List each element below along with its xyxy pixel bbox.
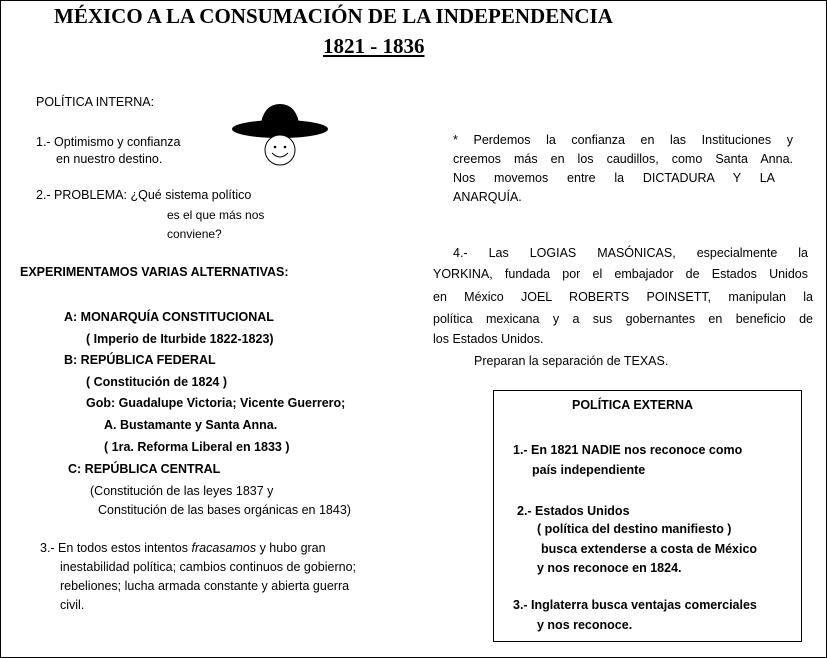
item3-line2: inestabilidad política; cambios continuos de gobierno; (60, 560, 357, 574)
item2-line1: 2.- PROBLEMA: ¿Qué sistema político (36, 188, 252, 202)
p1-line4: ANARQUÍA. (453, 190, 522, 204)
ext-item2-line1: 2.- Estados Unidos (517, 504, 630, 518)
item3-italic: fracasamos (191, 541, 257, 555)
p2-line6: Preparan la separación de TEXAS. (474, 354, 669, 368)
alt-c-detail-1: (Constitución de las leyes 1837 y (90, 484, 274, 498)
item2-line2: es el que más nos (167, 208, 265, 222)
item3-line1 (40, 541, 326, 555)
alt-b-detail: ( Constitución de 1824 ) (86, 375, 227, 389)
ext-item2-line2: ( política del destino manifiesto ) (537, 522, 732, 536)
politica-externa-heading: POLÍTICA EXTERNA (572, 398, 694, 412)
item3-text-b: y hubo gran (256, 541, 326, 555)
alt-b-reforma: ( 1ra. Reforma Liberal en 1833 ) (104, 440, 290, 454)
p2-line3: en México JOEL ROBERTS POINSETT, manipulan la (433, 290, 813, 304)
sombrero-face-icon (230, 102, 330, 172)
ext-item3-line2: y nos reconoce. (537, 618, 633, 632)
item3-text-a: 3.- En todos estos intentos (40, 541, 192, 555)
p1-line3: Nos movemos entre la DICTADURA Y LA (453, 171, 775, 185)
alt-b-title: B: REPÚBLICA FEDERAL (64, 353, 216, 367)
page-title: MÉXICO A LA CONSUMACIÓN DE LA INDEPENDENCIA (54, 4, 613, 28)
alt-a-title: A: MONARQUÍA CONSTITUCIONAL (64, 310, 274, 324)
page-years: 1821 - 1836 (323, 34, 425, 58)
ext-item3-line1: 3.- Inglaterra busca ventajas comerciales (513, 598, 757, 612)
alt-a-detail: ( Imperio de Iturbide 1822-1823) (86, 332, 274, 346)
p2-line5: los Estados Unidos. (433, 332, 544, 346)
item3-line4: civil. (60, 598, 85, 612)
alternativas-heading: EXPERIMENTAMOS VARIAS ALTERNATIVAS: (20, 265, 289, 279)
item1-line1: 1.- Optimismo y confianza (36, 135, 181, 149)
alt-c-detail-2: Constitución de las bases orgánicas en 1843) (98, 503, 351, 517)
politica-interna-heading: POLÍTICA INTERNA: (36, 95, 155, 109)
p1-line1: * Perdemos la confianza en las Instituciones y (453, 133, 793, 147)
alt-b-gobernantes-2: A. Bustamante y Santa Anna. (104, 418, 278, 432)
alt-c-title: C: REPÚBLICA CENTRAL (68, 462, 221, 476)
p2-line2: YORKINA, fundada por el embajador de Estados Unidos (433, 267, 808, 281)
p2-line4: política mexicana y a sus gobernantes en beneficio de (433, 312, 813, 326)
item3-line3: rebeliones; lucha armada constante y abierta guerra (60, 579, 350, 593)
p1-line2: creemos más en los caudillos, como Santa Anna. (453, 152, 793, 166)
alt-b-gobernantes: Gob: Guadalupe Victoria; Vicente Guerrero; (86, 396, 346, 410)
ext-item2-line3: busca extenderse a costa de México (541, 542, 758, 556)
p2-line1: 4.- Las LOGIAS MASÓNICAS, especialmente la (453, 246, 808, 260)
ext-item2-line4: y nos reconoce en 1824. (537, 561, 682, 575)
item2-line3: conviene? (167, 227, 222, 241)
ext-item1-line2: país independiente (532, 463, 646, 477)
ext-item1-line1: 1.- En 1821 NADIE nos reconoce como (513, 443, 743, 457)
item1-line2: en nuestro destino. (56, 152, 163, 166)
